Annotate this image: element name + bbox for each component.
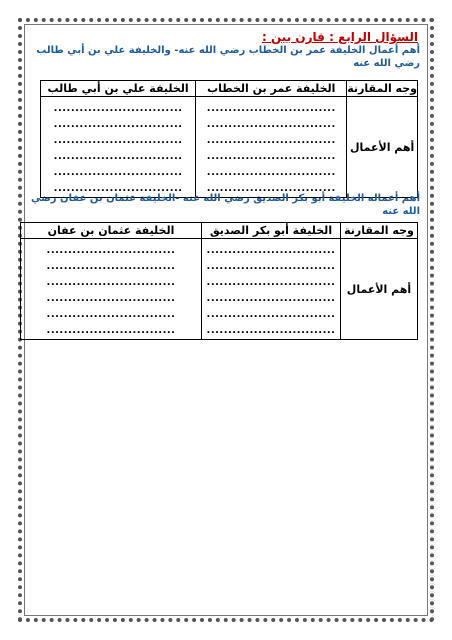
answer-line[interactable]: .............................. (206, 293, 336, 304)
answer-line[interactable]: .............................. (53, 167, 183, 178)
answer-line[interactable]: .............................. (206, 151, 336, 162)
row-label: أهم الأعمال (347, 97, 418, 198)
question-heading: السؤال الرابع : قارن بين : (262, 30, 418, 44)
answer-line[interactable]: .............................. (46, 325, 176, 336)
answer-line[interactable]: .............................. (206, 325, 336, 336)
header-ali: الخليفة علي بن أبي طالب (41, 81, 196, 97)
header-comparison-aspect: وجه المقارنة (341, 223, 418, 239)
header-comparison-aspect: وجه المقارنة (347, 82, 417, 95)
answer-line[interactable]: .............................. (206, 245, 336, 256)
answer-line[interactable]: .............................. (206, 103, 336, 114)
answer-line[interactable]: .............................. (46, 261, 176, 272)
answer-area-omar[interactable] (196, 97, 347, 198)
answer-line[interactable]: .............................. (46, 309, 176, 320)
answer-area-othman[interactable] (21, 239, 202, 340)
comparison-prompt-2: أهم أعماله الخليفة أبو بكر الصديق رضي الله عنه -الخليفة عثمان بن عفان رضي الله عنه (31, 193, 420, 217)
answer-line[interactable]: .............................. (46, 245, 176, 256)
answer-area-ali[interactable] (41, 97, 196, 198)
answer-line[interactable]: .............................. (206, 277, 336, 288)
comparison-table-1 (40, 80, 418, 198)
table-row (21, 239, 418, 340)
answer-line[interactable]: .............................. (53, 135, 183, 146)
answer-line[interactable]: .............................. (46, 293, 176, 304)
answer-line[interactable]: .............................. (53, 183, 183, 194)
table-row (41, 97, 418, 198)
header-othman: الخليفة عثمان بن عفان (21, 223, 202, 239)
comparison-prompt-1: أهم أعمال الخليفة عمر بن الخطاب رضي الله عنه- والخليفة علي بن أبي طالب رضي الله عنه (36, 45, 420, 69)
answer-line[interactable]: .............................. (206, 135, 336, 146)
answer-line[interactable]: .............................. (206, 309, 336, 320)
answer-line[interactable]: .............................. (206, 167, 336, 178)
row-label: أهم الأعمال (341, 239, 418, 340)
answer-line[interactable]: .............................. (46, 277, 176, 288)
header-omar: الخليفة عمر بن الخطاب (196, 81, 347, 97)
answer-line[interactable]: .............................. (206, 119, 336, 130)
table-header-row (41, 81, 418, 97)
comparison-table-2 (20, 222, 418, 340)
answer-line[interactable]: .............................. (53, 103, 183, 114)
answer-line[interactable]: .............................. (206, 261, 336, 272)
answer-line[interactable]: .............................. (53, 151, 183, 162)
answer-line[interactable]: .............................. (206, 183, 336, 194)
table-header-row (21, 223, 418, 239)
answer-line[interactable]: .............................. (53, 119, 183, 130)
answer-area-abu-bakr[interactable] (202, 239, 341, 340)
header-abu-bakr: الخليفة أبو بكر الصديق (202, 223, 341, 239)
